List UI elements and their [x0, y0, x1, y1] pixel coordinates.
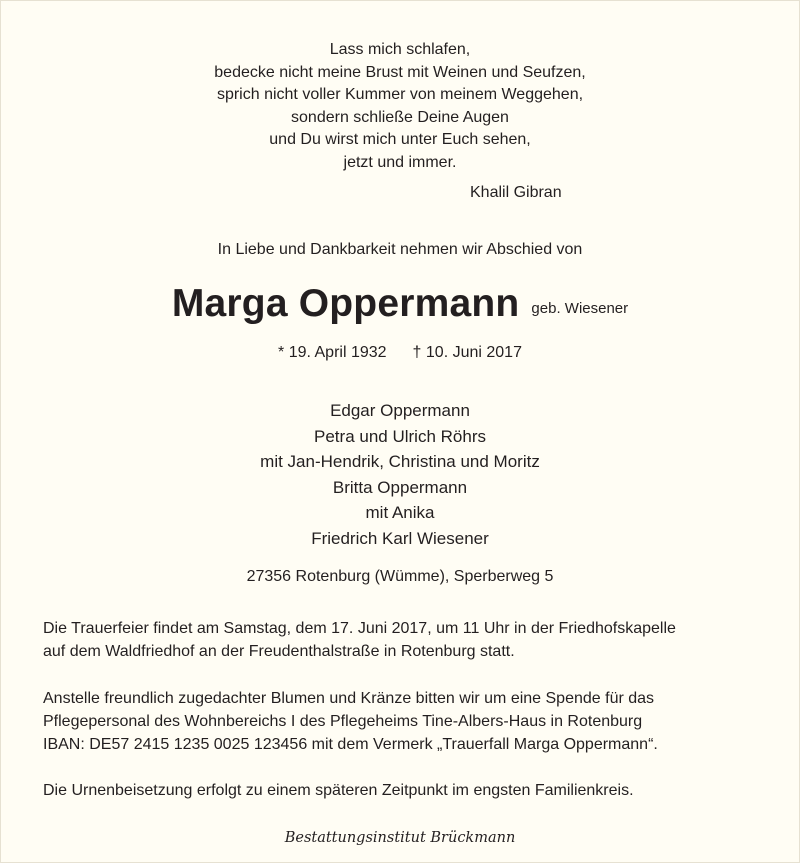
poem-author: Khalil Gibran — [470, 184, 562, 201]
paragraph-line: IBAN: DE57 2415 1235 0025 123456 mit dem Vermerk „Trauerfall Marga Oppermann“. — [43, 736, 658, 753]
birth-name: geb. Wiesener — [531, 300, 629, 317]
paragraph-line: Die Trauerfeier findet am Samstag, dem 17. Juni 2017, um 11 Uhr in der Friedhofskapelle — [43, 620, 676, 637]
poem-line: Lass mich schlafen, — [329, 41, 471, 58]
family-member: Petra und Ulrich Röhrs — [314, 426, 486, 446]
undertaker-signature: Bestattungsinstitut Brückmann — [284, 830, 516, 846]
death-date: † 10. Juni 2017 — [412, 344, 522, 361]
burial-paragraph — [43, 779, 763, 802]
poem-line: sondern schließe Deine Augen — [291, 108, 509, 126]
funeral-paragraph — [43, 617, 763, 663]
paragraph-line: auf dem Waldfriedhof an der Freudenthalstraße in Rotenburg statt. — [43, 643, 515, 660]
poem-line: sprich nicht voller Kummer von meinem Weggehen, — [216, 86, 584, 104]
family-member: mit Jan-Hendrik, Christina und Moritz — [260, 452, 540, 471]
family-member: Edgar Oppermann — [330, 401, 470, 420]
paragraph-line: Pflegepersonal des Wohnbereichs I des Pflegeheims Tine-Albers-Haus in Rotenburg — [43, 713, 643, 730]
paragraph-line: Die Urnenbeisetzung erfolgt zu einem späteren Zeitpunkt im engsten Familienkreis. — [43, 782, 634, 799]
family-member: Friedrich Karl Wiesener — [311, 528, 489, 548]
paragraph-line: Anstelle freundlich zugedachter Blumen und Kränze bitten wir um eine Spende für das — [43, 690, 655, 707]
farewell-intro: In Liebe und Dankbarkeit nehmen wir Abschied von — [217, 241, 583, 258]
family-list — [0, 398, 800, 551]
deceased-name: Marga Oppermann — [171, 282, 520, 325]
deceased-name-row — [0, 282, 800, 332]
family-address: 27356 Rotenburg (Wümme), Sperberweg 5 — [246, 568, 554, 585]
life-dates — [0, 344, 800, 362]
family-member: Britta Oppermann — [332, 477, 468, 497]
family-member: mit Anika — [365, 503, 435, 522]
birth-date: * 19. April 1932 — [278, 344, 387, 361]
poem — [0, 39, 800, 175]
donation-paragraph — [43, 687, 763, 756]
poem-line: und Du wirst mich unter Euch sehen, — [269, 131, 531, 149]
poem-line: bedecke nicht meine Brust mit Weinen und Seufzen, — [214, 63, 586, 81]
poem-line: jetzt und immer. — [343, 153, 457, 171]
